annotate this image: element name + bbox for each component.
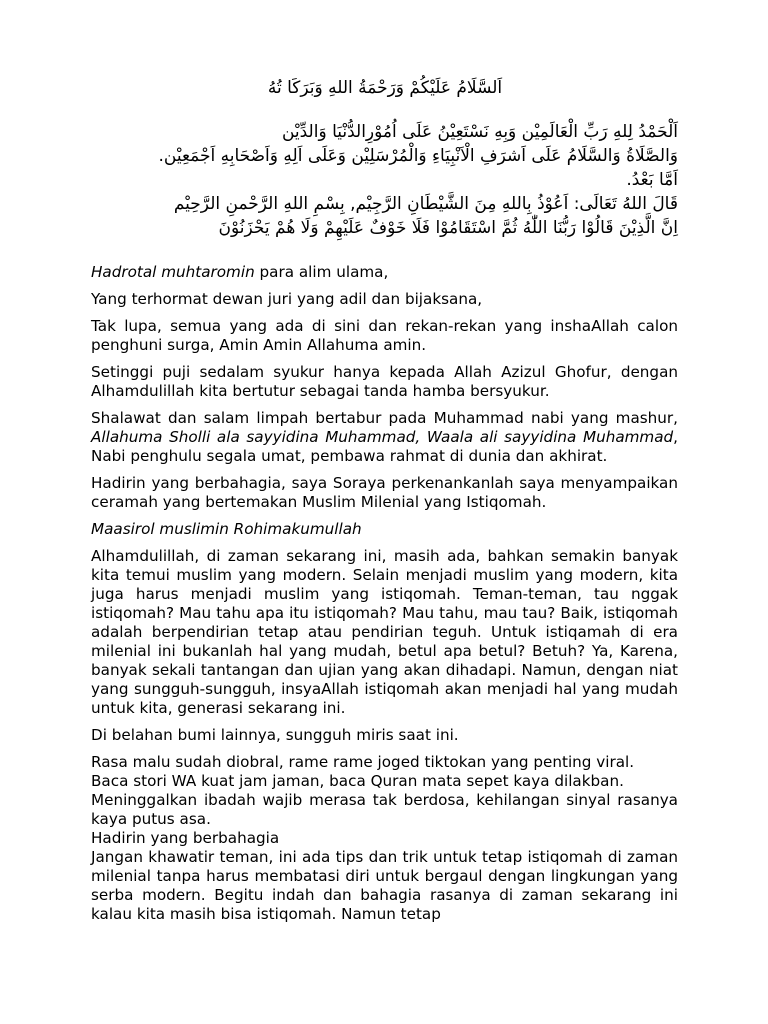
paragraph-text: , Nabi penghulu segala umat, pembawa rahmat di dunia dan akhirat.: [91, 428, 678, 465]
paragraph: Tak lupa, semua yang ada di sini dan rekan-rekan yang inshaAllah calon penghuni surga, Amin Amin Allahuma amin.: [91, 317, 678, 354]
paragraph-greeting: [91, 263, 678, 282]
italic-phrase: Maasirol muslimin Rohimakumullah: [91, 520, 362, 538]
paragraph: Setinggi puji sedalam syukur hanya kepada Allah Azizul Ghofur, dengan Alhamdulillah kita bertutur sebagai tanda hamba bersyukur.: [91, 363, 678, 400]
paragraph: Baca stori WA kuat jam jaman, baca Quran mata sepet kaya dilakban.: [91, 772, 624, 790]
arabic-quran-verse: اِنَّ الَّذِيْنَ قَالُوْا رَبُّنَا اللّٰهُ ثُمَّ اسْتَقَامُوْا فَلَا خَوْفٌ عَلَيْهِمْ وَلَا هُمْ يَحْزَنُوْنَ: [218, 218, 678, 238]
paragraph: Di belahan bumi lainnya, sungguh miris saat ini.: [91, 726, 459, 744]
arabic-greeting: اَلسَّلَامُ عَلَيْكُمْ وَرَحْمَةُ اللهِ وَبَرَكَا تُهُ: [267, 78, 503, 98]
paragraph: Hadirin yang berbahagia, saya Soraya perkenankanlah saya menyampaikan ceramah yang bertemakan Muslim Milenial yang Istiqomah.: [91, 474, 678, 511]
italic-phrase: Hadrotal muhtaromin: [91, 263, 255, 281]
paragraph: Yang terhormat dewan juri yang adil dan bijaksana,: [91, 290, 483, 308]
arabic-line: وَالصَّلَاةُ وَالسَّلَامُ عَلَى اَشرَفِ الْاَنْبِيَاءِ وَالْمُرْسَلِيْن وَعَلَى اَلِهِ وَاَصْحَابِهِ اَجْمَعِيْن.: [158, 146, 678, 166]
arabic-line: اَلْحَمْدُ لِلهِ رَبِّ الْعَالَمِيْن وَبِهِ نَسْتَعِيْنُ عَلَى اُمُوْرِالدُّنْيَا وَالدِّيْن: [281, 122, 678, 142]
paragraph-text: Shalawat dan salam limpah bertabur pada Muhammad nabi yang mashur,: [91, 409, 678, 427]
paragraph: Rasa malu sudah diobral, rame rame joged tiktokan yang penting viral.: [91, 753, 635, 771]
paragraph: Alhamdulillah, di zaman sekarang ini, masih ada, bahkan semakin banyak kita temui muslim yang modern. Selain menjadi muslim yang modern, kita juga harus menjadi muslim yang istiqomah. Teman-teman, tau nggak istiqomah? Mau tahu apa itu istiqomah? Mau tahu, mau tau? Baik, istiqomah adalah berpendirian tetap atau pendirian teguh. Untuk istiqamah di era milenial ini bukanlah hal yang mudah, betul apa betul? Betuh? Ya, Karena, banyak sekali tantangan dan ujian yang akan dihadapi. Namun, dengan niat yang sungguh-sungguh, insyaAllah istiqomah akan menjadi hal yang mudah untuk kita, generasi sekarang ini.: [91, 547, 678, 717]
arabic-line: اَمَّا بَعْدُ.: [626, 170, 678, 190]
italic-phrase: Allahuma Sholli ala sayyidina Muhammad, Waala ali sayyidina Muhammad: [91, 428, 674, 446]
speech-body: [91, 263, 678, 924]
paragraph-heading: [91, 520, 678, 539]
paragraph: Hadirin yang berbahagia: [91, 829, 280, 847]
paragraph-text: para alim ulama,: [254, 263, 389, 281]
arabic-line: قَالَ اللهُ تَعَالَى: اَعُوْذُ بِاللهِ مِنَ الشَّيْطَانِ الرَّجِيْم, بِسْمِ اللهِ الرَّحْمنِ الرَّحِيْم: [173, 194, 678, 214]
arabic-opening-block: [92, 120, 678, 240]
paragraph: Jangan khawatir teman, ini ada tips dan trik untuk tetap istiqomah di zaman milenial tanpa harus membatasi diri untuk bergaul dengan lingkungan yang serba modern. Begitu indah dan bahagia rasanya di zaman sekarang ini kalau kita masih bisa istiqomah. Namun tetap: [91, 848, 678, 923]
paragraph-shalawat: [91, 409, 678, 466]
paragraph: Meninggalkan ibadah wajib merasa tak berdosa, kehilangan sinyal rasanya kaya putus asa.: [91, 791, 678, 828]
